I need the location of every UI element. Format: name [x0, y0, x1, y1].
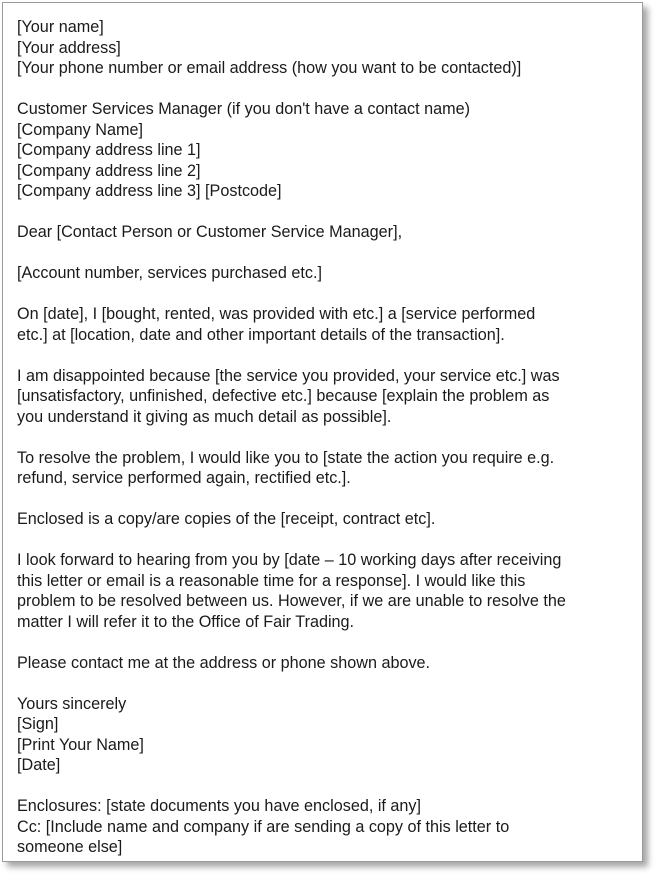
sign-placeholder: [Sign] [17, 715, 59, 733]
paragraph-line: Please contact me at the address or phone shown above. [17, 653, 431, 672]
letter-body [17, 17, 642, 878]
paragraph-enclosed [17, 509, 642, 530]
letter-page [2, 2, 643, 862]
paragraph-line: [unsatisfactory, unfinished, defective etc.] because [explain the problem as [17, 387, 550, 405]
recipient-address-1: [Company address line 1] [17, 141, 201, 159]
closing-block [17, 694, 642, 776]
paragraph-transaction [17, 304, 642, 345]
paragraph-line: On [date], I [bought, rented, was provided with etc.] a [service performed [17, 305, 536, 323]
paragraph-line: I am disappointed because [the service you provided, your service etc.] was [17, 366, 560, 385]
paragraph-line: To resolve the problem, I would like you to [state the action you require e.g. [17, 448, 555, 467]
reference-text: [Account number, services purchased etc.] [17, 264, 323, 282]
enclosures-line: Enclosures: [state documents you have enclosed, if any] [17, 797, 422, 815]
cc-line: someone else] [17, 838, 123, 856]
paragraph-deadline [17, 550, 642, 632]
paragraph-line: matter I will refer it to the Office of Fair Trading. [17, 612, 355, 631]
paragraph-line: I look forward to hearing from you by [date – 10 working days after receiving [17, 551, 562, 569]
print-name-placeholder: [Print Your Name] [17, 735, 144, 754]
salutation [17, 222, 642, 243]
date-placeholder: [Date] [17, 756, 61, 774]
paragraph-line: Enclosed is a copy/are copies of the [receipt, contract etc]. [17, 510, 436, 528]
enclosures-block [17, 796, 642, 858]
paragraph-line: etc.] at [location, date and other important details of the transaction]. [17, 325, 505, 344]
recipient-address-3: [Company address line 3] [Postcode] [17, 182, 282, 200]
paragraph-resolution [17, 448, 642, 489]
sender-address: [Your address] [17, 38, 121, 57]
paragraph-problem [17, 366, 642, 428]
sender-name: [Your name] [17, 18, 104, 36]
paragraph-line: problem to be resolved between us. However, if we are unable to resolve the [17, 592, 566, 610]
paragraph-line: refund, service performed again, rectified etc.]. [17, 469, 351, 487]
recipient-title: Customer Services Manager (if you don't have a contact name) [17, 100, 470, 118]
reference [17, 263, 642, 284]
sender-block [17, 17, 642, 79]
paragraph-line: you understand it giving as much detail as possible]. [17, 407, 392, 426]
recipient-address-2: [Company address line 2] [17, 161, 201, 180]
sender-contact: [Your phone number or email address (how you want to be contacted)] [17, 59, 522, 77]
paragraph-contact [17, 653, 642, 674]
valediction: Yours sincerely [17, 694, 127, 713]
salutation-text: Dear [Contact Person or Customer Service Manager], [17, 223, 403, 241]
recipient-company: [Company Name] [17, 120, 143, 139]
paragraph-line: this letter or email is a reasonable time for a response]. I would like this [17, 571, 526, 590]
recipient-block [17, 99, 642, 202]
cc-line: Cc: [Include name and company if are sending a copy of this letter to [17, 817, 510, 836]
